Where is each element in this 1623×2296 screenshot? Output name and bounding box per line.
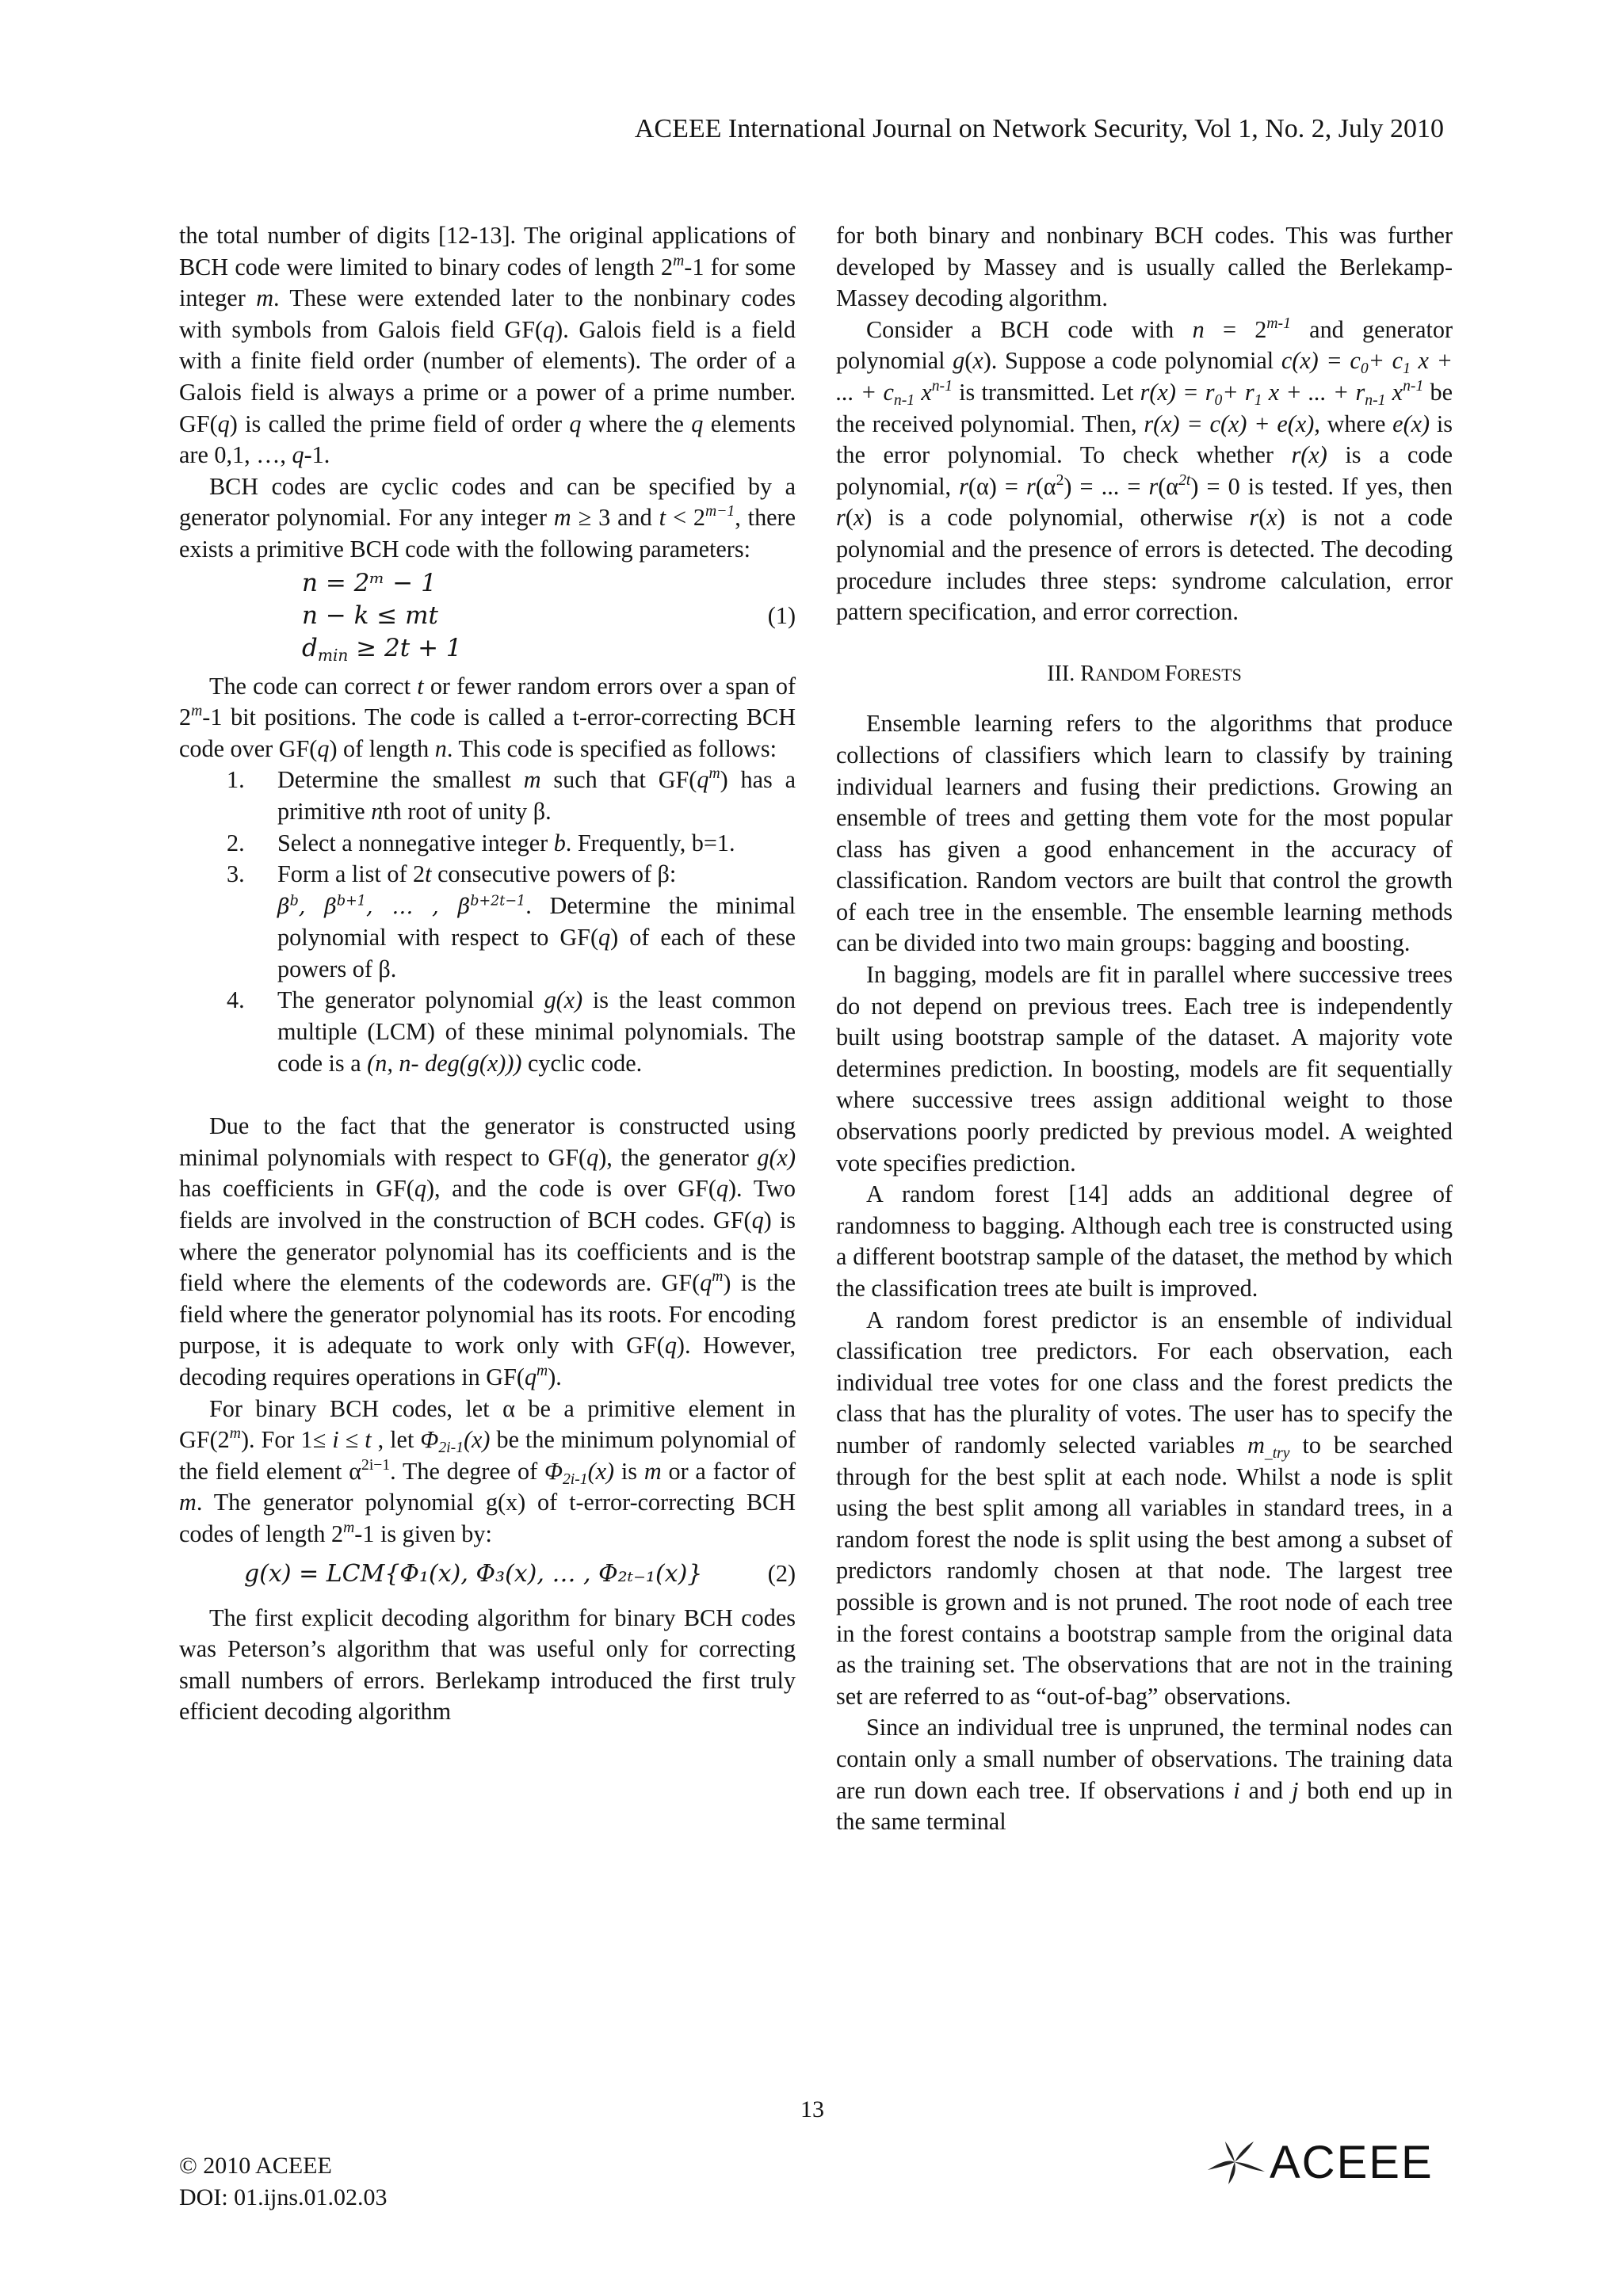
right-column xyxy=(836,220,1453,1838)
doi-text: DOI: 01.ijns.01.02.03 xyxy=(179,2184,388,2210)
right-paragraph-6: A random forest predictor is an ensemble of individual classification tree predictors. For each observation, each individual tree votes for one class and the forest predicts the class that has the plurality of votes. The user has to specify the number of randomly selected variables $m_{\_try}$ to be searched through for the best split at each node. Whilst a node is split using the best split among all variables in standard trees, in a random forest the node is split using the best among a subset of predictors randomly chosen at that node. The largest tree possible is grown and is not pruned. The root node of each tree in the forest contains a bootstrap sample from the original data as the training set. The observations that are not in the training set are referred to as “out-of-bag” observations. xyxy=(836,1306,1453,1710)
equation-1 xyxy=(179,567,796,666)
left-paragraph-2: BCH codes are cyclic codes and can be specified by a generator polynomial. For any integer m ≥ 3 and $t < 2^{m-1}$, there exists a primitive BCH code with the following parameters: xyxy=(179,472,796,563)
right-paragraph-1: for both binary and nonbinary BCH codes. This was further developed by Massey and is usually called the Berlekamp-Massey decoding algorithm. xyxy=(836,222,1453,312)
section-heading-random-forests: III. RANDOM FORESTS xyxy=(1047,661,1242,686)
right-paragraph-5: A random forest [14] adds an additional degree of randomness to bagging. Although each tree is constructed using a different bootstrap sample of the dataset, the method by which the classification trees ate built is improved. xyxy=(836,1180,1453,1302)
list-item: 3. Form a list of 2t consecutive powers of β: $\beta^b$, $\beta^{b+1}$, … , $\beta^{b+2t-1}$. Determine the minimal polynomial with respect to GF(q) of each of these powers of β. xyxy=(227,860,796,982)
left-paragraph-6: The first explicit decoding algorithm for binary BCH codes was Peterson’s algorithm that was useful only for correcting small numbers of errors. Berlekamp introduced the first truly efficient decoding algorithm xyxy=(179,1604,796,1726)
list-item: 1. Determine the smallest m such that $GF(q^m)$ has a primitive nth root of unity β. xyxy=(227,765,796,825)
powers-of-beta: $\beta^b$, $\beta^{b+1}$, … , $\beta^{b+2t-1}$ xyxy=(277,893,526,919)
equation-1-line-1: n = 2ᵐ − 1 xyxy=(302,568,437,597)
journal-header: ACEEE International Journal on Network Security, Vol 1, No. 2, July 2010 xyxy=(634,114,1444,143)
copyright-text: © 2010 ACEEE xyxy=(179,2153,332,2179)
equation-1-line-2: n − k ≤ mt xyxy=(302,601,438,630)
left-paragraph-4: Due to the fact that the generator is constructed using minimal polynomials with respect to GF(q), the generator g(x) has coefficients in GF(q), and the code is over GF(q). Two fields are involved in the construction of BCH codes. GF(q) is where the generator polynomial has its coefficients and is the field where the elements of the codewords are. $GF(q^m)$ is the field where the generator polynomial has its roots. For encoding purpose, it is adequate to work only with GF(q). However, decoding requires operations in $GF(q^m)$. xyxy=(179,1112,796,1390)
aceee-logo-icon xyxy=(1205,2138,1268,2186)
right-paragraph-7: Since an individual tree is unpruned, the terminal nodes can contain only a small number of observations. The training data are run down each tree. If observations i and j both end up in the same terminal xyxy=(836,1714,1453,1836)
page-number: 13 xyxy=(800,2096,824,2122)
list-item: 2. Select a nonnegative integer b. Frequently, b=1. xyxy=(227,829,735,856)
right-paragraph-2: Consider a BCH code with $n = 2^{m-1}$ and generator polynomial g(x). Suppose a code polynomial $c(x) = c_0+ c_1$ x + ... + $c_{n-1}$ $x^{n-1}$ is transmitted. Let $r(x) = r_0+ r_1$ x + ... + $r_{n-1}$ $x^{n-1}$ be the received polynomial. Then, r(x) = c(x) + e(x), where e(x) is the error polynomial. To check whether r(x) is a code polynomial, $r(\alpha) = r(\alpha^2)$ = ... = $r(\alpha^{2t}) = 0$ is tested. If yes, then r(x) is a code polynomial, otherwise r(x) is not a code polynomial and the presence of errors is detected. The decoding procedure includes three steps: syndrome calculation, error pattern specification, and error correction. xyxy=(836,315,1453,626)
equation-1-number: (1) xyxy=(767,601,796,629)
aceee-logo xyxy=(1205,2137,1442,2187)
equation-1-line-3: $d_{min} \ge 2t + 1$ xyxy=(302,633,462,665)
footer-info xyxy=(179,2150,388,2214)
aceee-logo-text: ACEEE xyxy=(1270,2136,1434,2188)
right-paragraph-3: Ensemble learning refers to the algorithms that produce collections of classifiers which learn to classify by training individual learners and fusing their predictions. Growing an ensemble of trees and getting them vote for the most popular class has given a good enhancement in the accuracy of classification. Random vectors are built that control the growth of each tree in the ensemble. The ensemble learning methods can be divided into two main groups: bagging and boosting. xyxy=(836,710,1453,957)
equation-2-number: (2) xyxy=(767,1559,796,1587)
left-paragraph-5: For binary BCH codes, let α be a primitive element in GF(2$^m$). For 1≤ i ≤ t , let $\Phi_{2i-1}(x)$ be the minimum polynomial of the field element $\alpha^{2i-1}$. The degree of $\Phi_{2i-1}(x)$ is m or a factor of m. The generator polynomial g(x) of t-error-correcting BCH codes of length 2$^m$-1 is given by: xyxy=(179,1394,796,1547)
bch-steps-list xyxy=(179,765,796,1079)
left-paragraph-1: the total number of digits [12-13]. The original applications of BCH code were limited to binary codes of length 2$^m$-1 for some integer m. These were extended later to the nonbinary codes with symbols from Galois field GF(q). Galois field is a field with a finite field order (number of elements). The order of a Galois field is always a prime or a power of a prime number. GF(q) is called the prime field of order q where the q elements are 0,1, …, q-1. xyxy=(179,222,796,469)
left-paragraph-3: The code can correct t or fewer random errors over a span of 2$^m$-1 bit positions. The code is called a t-error-correcting BCH code over GF(q) of length n. This code is specified as follows: xyxy=(179,672,796,762)
left-column xyxy=(179,220,796,1728)
equation-2 xyxy=(179,1554,796,1595)
equation-2-formula: g(x) = LCM{Φ₁(x), Φ₃(x), … , Φ₂ₜ₋₁(x)} xyxy=(244,1559,703,1588)
right-paragraph-4: In bagging, models are fit in parallel where successive trees do not depend on previous trees. Each tree is independently built using bootstrap sample of the dataset. A majority vote determines prediction. In boosting, models are fit sequentially where successive trees assign additional weight to those observations poorly predicted by previous model. A weighted vote specifies prediction. xyxy=(836,961,1453,1177)
list-item: 4. The generator polynomial g(x) is the least common multiple (LCM) of these minimal polynomials. The code is a (n, n- deg(g(x))) cyclic code. xyxy=(227,986,796,1077)
